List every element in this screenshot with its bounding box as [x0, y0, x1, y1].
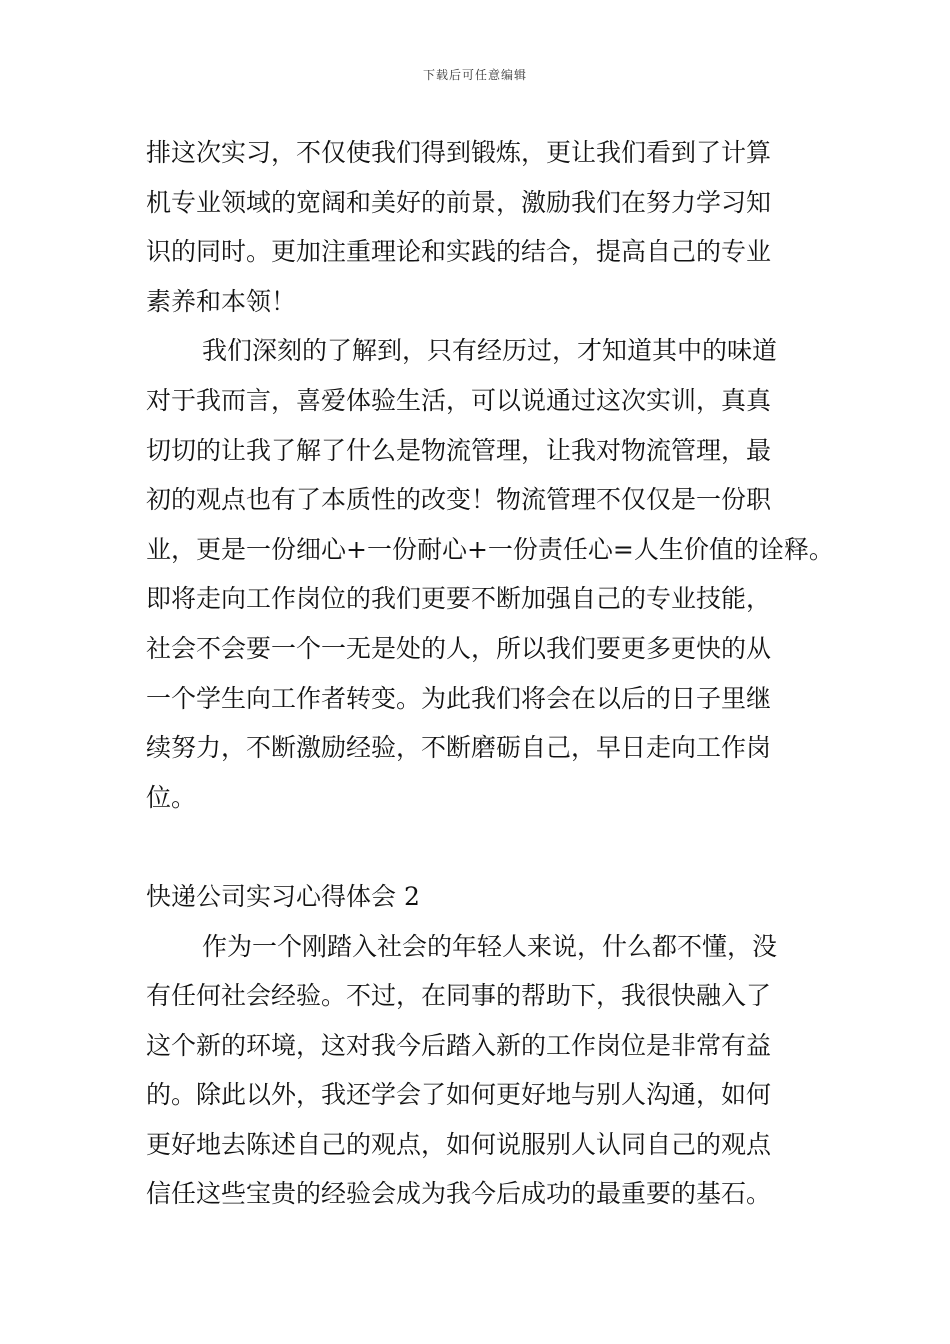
text-line: 我们深刻的了解到，只有经历过，才知道其中的味道 [202, 336, 778, 366]
text-line: 社会不会要一个一无是处的人，所以我们要更多更快的从 [146, 633, 772, 663]
text-line: 即将走向工作岗位的我们更要不断加强自己的专业技能， [146, 584, 772, 614]
text-line: 作为一个刚踏入社会的年轻人来说，什么都不懂，没 [202, 931, 778, 961]
page-header: 下载后可任意编辑 [422, 68, 527, 82]
text-line: 识的同时。更加注重理论和实践的结合，提高自己的专业 [146, 237, 772, 267]
text-line: 信任这些宝贵的经验会成为我今后成功的最重要的基石。 [146, 1179, 772, 1209]
text-line: 一个学生向工作者转变。为此我们将会在以后的日子里继 [146, 683, 772, 713]
text-line: 初的观点也有了本质性的改变！物流管理不仅仅是一份职 [146, 485, 772, 515]
paragraph-2 [146, 326, 834, 822]
document-body [146, 128, 834, 1219]
text-line: 这个新的环境，这对我今后踏入新的工作岗位是非常有益 [146, 1030, 772, 1060]
text-line: 续努力，不断激励经验，不断磨砺自己，早日走向工作岗 [146, 733, 772, 763]
text-line: 的。除此以外，我还学会了如何更好地与别人沟通，如何 [146, 1080, 772, 1110]
text-line: 切切的让我了解了什么是物流管理，让我对物流管理，最 [146, 435, 772, 465]
text-line: 排这次实习，不仅使我们得到锻炼，更让我们看到了计算 [146, 138, 772, 167]
text-line: 更好地去陈述自己的观点，如何说服别人认同自己的观点 [146, 1129, 772, 1159]
paragraph-3 [146, 922, 826, 1220]
text-line: 业，更是一份细心+一份耐心+一份责任心=人生价值的诠释。 [146, 534, 834, 564]
text-line: 对于我而言，喜爱体验生活，可以说通过这次实训，真真 [146, 385, 772, 415]
text-line: 有任何社会经验。不过，在同事的帮助下，我很快融入了 [146, 981, 772, 1011]
section-spacer [146, 822, 826, 872]
section-title: 快递公司实习心得体会 2 [146, 881, 420, 911]
text-line: 位。 [146, 782, 197, 812]
text-line: 机专业领域的宽阔和美好的前景，激励我们在努力学习知 [146, 187, 772, 217]
text-line: 素养和本领！ [146, 286, 297, 316]
paragraph-1 [146, 128, 826, 326]
